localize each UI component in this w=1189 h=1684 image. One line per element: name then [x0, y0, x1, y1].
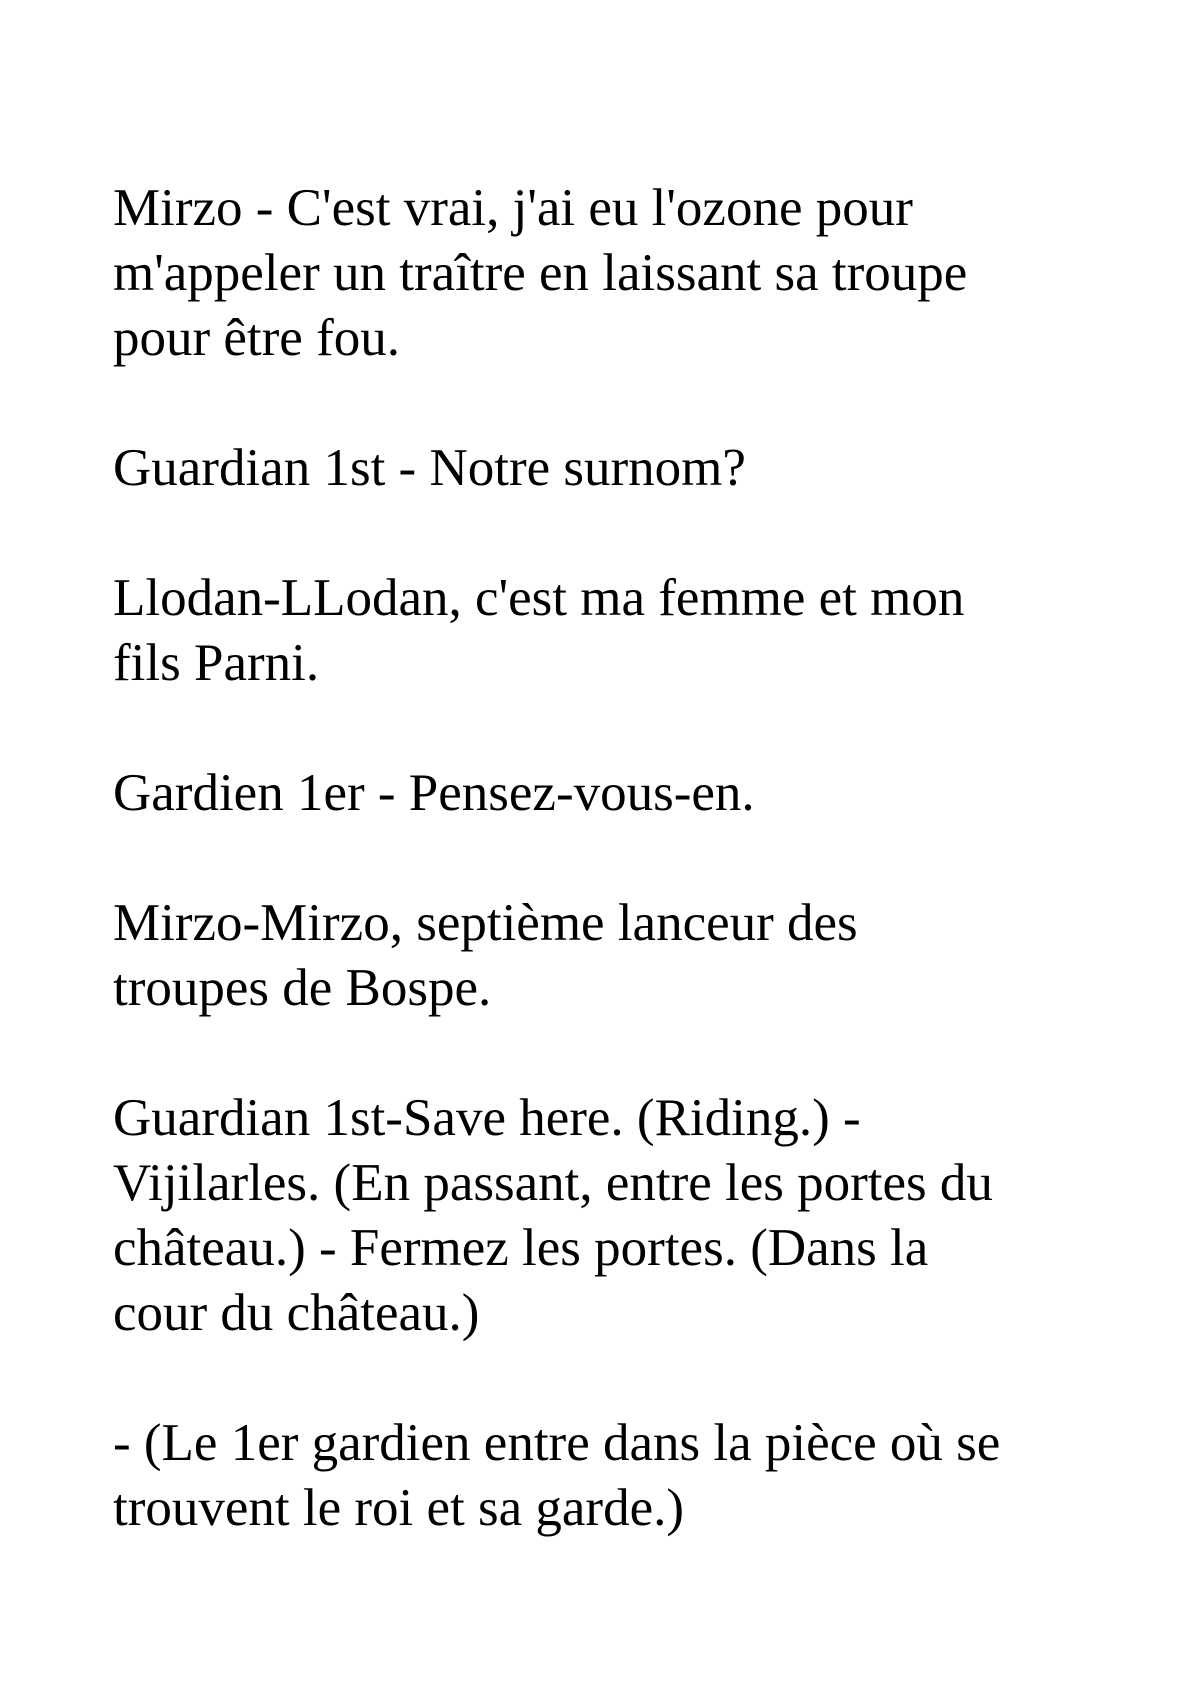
- paragraph-mirzo-traitor: Mirzo - C'est vrai, j'ai eu l'ozone pour m'appeler un traître en laissant sa troupe pour être fou.: [113, 179, 968, 367]
- paragraph-guardian-surname: Guardian 1st - Notre surnom?: [113, 439, 746, 497]
- paragraph-guardian-save: Guardian 1st-Save here. (Riding.) - Vijilarles. (En passant, entre les portes du château.) - Fermez les portes. (Dans la cour du château.): [113, 1089, 993, 1342]
- paragraph-gardien-pensez: Gardien 1er - Pensez-vous-en.: [113, 764, 755, 822]
- paragraph-stage-direction: - (Le 1er gardien entre dans la pièce où se trouvent le roi et sa garde.): [113, 1414, 1001, 1537]
- paragraph-mirzo-lanceur: Mirzo-Mirzo, septième lanceur des troupes de Bospe.: [113, 894, 858, 1017]
- paragraph-llodan-family: Llodan-LLodan, c'est ma femme et mon fils Parni.: [113, 569, 965, 692]
- document-body: [113, 176, 1113, 1541]
